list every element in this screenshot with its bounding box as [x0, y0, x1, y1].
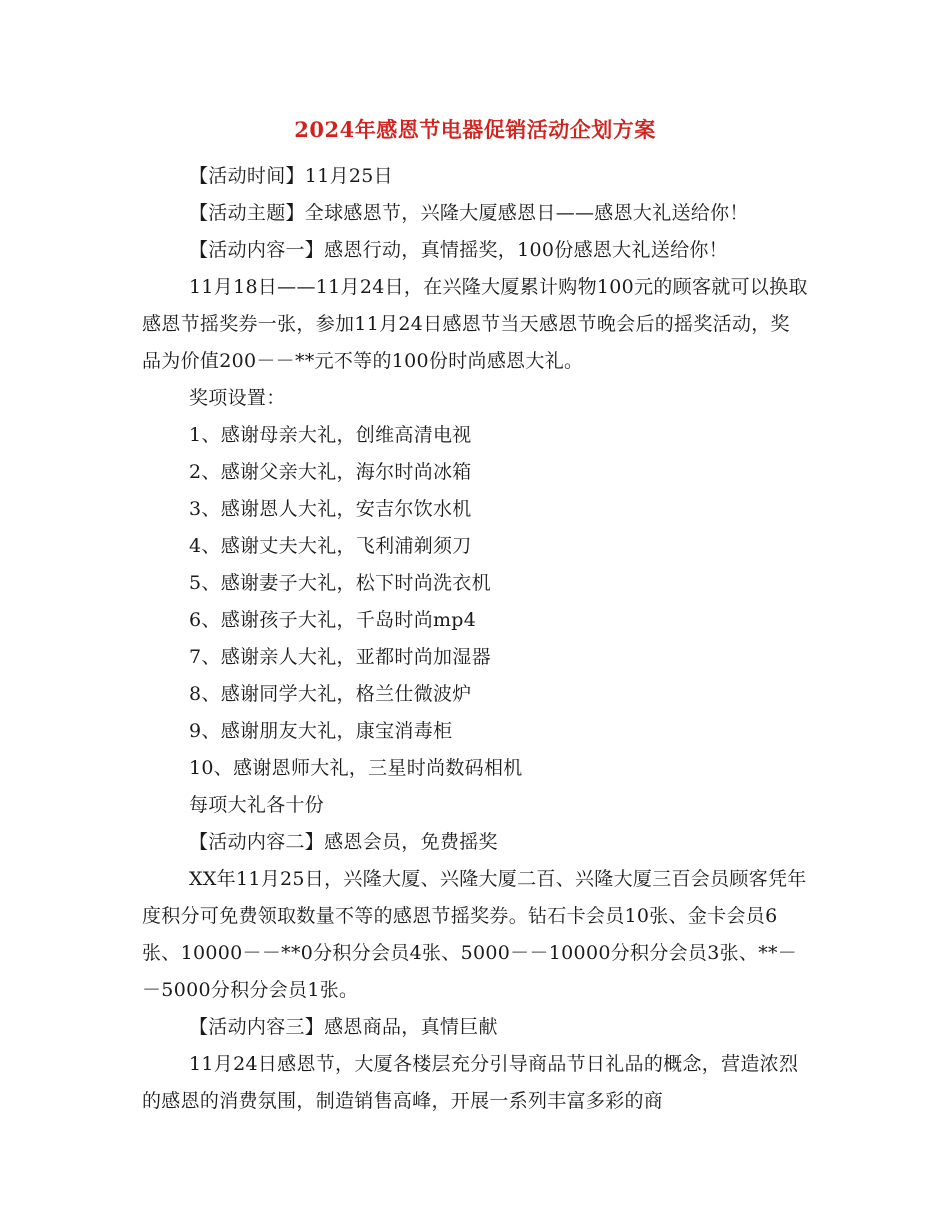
- prize-item-2: 2、感谢父亲大礼，海尔时尚冰箱: [189, 461, 472, 483]
- paragraph-content-2-detail: XX年11月25日，兴隆大厦、兴隆大厦二百、兴隆大厦三百会员顾客凭年度积分可免费领取数量不等的感恩节摇奖券。钻石卡会员10张、金卡会员6张、10000－－**0分积分会员4张、5000－－10000分积分会员3张、**－－5000分积分会员1张。: [142, 868, 807, 1001]
- prize-item-3: 3、感谢恩人大礼，安吉尔饮水机: [189, 498, 472, 520]
- paragraph-activity-content-2: 【活动内容二】感恩会员，免费摇奖: [189, 831, 498, 853]
- prize-item-8: 8、感谢同学大礼，格兰仕微波炉: [189, 683, 472, 705]
- prize-item-4: 4、感谢丈夫大礼，飞利浦剃须刀: [189, 535, 472, 557]
- paragraph-activity-theme: 【活动主题】全球感恩节，兴隆大厦感恩日——感恩大礼送给你！: [189, 202, 749, 224]
- document-body: [142, 158, 808, 1120]
- prize-item-5: 5、感谢妻子大礼，松下时尚洗衣机: [189, 572, 491, 594]
- prize-item-7: 7、感谢亲人大礼，亚都时尚加湿器: [189, 646, 491, 668]
- paragraph-activity-content-1: 【活动内容一】感恩行动，真情摇奖，100份感恩大礼送给你！: [189, 239, 728, 261]
- paragraph-content-3-detail: 11月24日感恩节，大厦各楼层充分引导商品节日礼品的概念，营造浓烈的感恩的消费氛围，制造销售高峰，开展一系列丰富多彩的商: [142, 1053, 799, 1112]
- prize-item-9: 9、感谢朋友大礼，康宝消毒柜: [189, 720, 453, 742]
- paragraph-content-1-detail: 11月18日——11月24日，在兴隆大厦累计购物100元的顾客就可以换取感恩节摇奖券一张，参加11月24日感恩节当天感恩节晚会后的摇奖活动，奖品为价值200－－**元不等的100份时尚感恩大礼。: [142, 276, 808, 372]
- prize-item-6: 6、感谢孩子大礼，千岛时尚mp4: [189, 609, 477, 631]
- paragraph-activity-content-3: 【活动内容三】感恩商品，真情巨献: [189, 1016, 498, 1038]
- prize-item-1: 1、感谢母亲大礼，创维高清电视: [189, 424, 472, 446]
- document-title: 2024年感恩节电器促销活动企划方案: [294, 117, 656, 142]
- paragraph-prize-count: 每项大礼各十份: [189, 794, 325, 816]
- paragraph-prize-heading: 奖项设置：: [189, 387, 286, 409]
- prize-item-10: 10、感谢恩师大礼，三星时尚数码相机: [189, 757, 523, 779]
- paragraph-activity-time: 【活动时间】11月25日: [189, 165, 393, 187]
